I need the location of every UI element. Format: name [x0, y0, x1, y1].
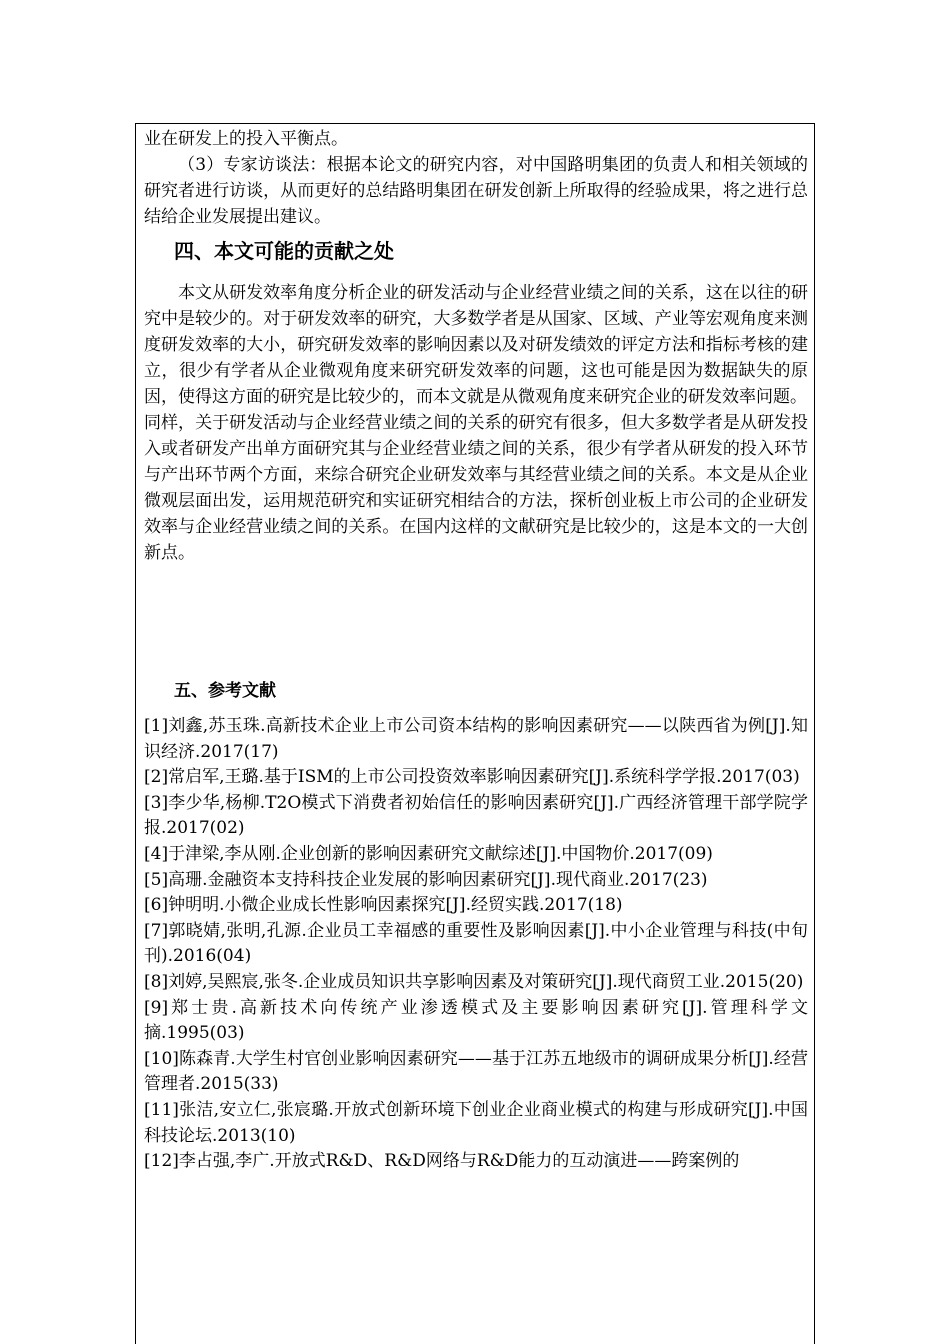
document-frame	[135, 123, 815, 1344]
reference-item: [1]刘鑫,苏玉珠.高新技术企业上市公司资本结构的影响因素研究——以陕西省为例[J].知识经济.2017(17)	[144, 716, 808, 762]
paragraph-continuation: 业在研发上的投入平衡点。	[144, 129, 348, 149]
paragraph-expert-interview: （3）专家访谈法：根据本论文的研究内容，对中国路明集团的负责人和相关领域的研究者进行访谈，从而更好的总结路明集团在研发创新上所取得的经验成果，将之进行总结给企业发展提出建议。	[144, 155, 808, 227]
reference-item: [6]钟明明.小微企业成长性影响因素探究[J].经贸实践.2017(18)	[144, 895, 623, 916]
reference-item: [7]郭晓婧,张明,孔源.企业员工幸福感的重要性及影响因素[J].中小企业管理与科技(中旬刊).2016(04)	[144, 920, 808, 967]
reference-list	[144, 714, 808, 1175]
blank-space	[144, 566, 808, 676]
reference-item: [8]刘婷,吴熙宸,张冬.企业成员知识共享影响因素及对策研究[J].现代商贸工业.2015(20)	[144, 971, 804, 992]
document-content	[144, 126, 808, 1175]
section-4-paragraph-2: 同样，关于研发活动与企业经营业绩之间的关系的研究有很多，但大多数学者是从研发投入或者研发产出单方面研究其与企业经营业绩之间的关系，很少有学者从研发的投入环节与产出环节两个方面，来综合研究企业研发效率与其经营业绩之间的关系。本文是从企业微观层面出发，运用规范研究和实证研究相结合的方法，探析创业板上市公司的企业研发效率与企业经营业绩之间的关系。在国内这样的文献研究是比较少的，这是本文的一大创新点。	[144, 413, 808, 563]
reference-item: [3]李少华,杨柳.T2O模式下消费者初始信任的影响因素研究[J].广西经济管理干部学院学报.2017(02)	[144, 792, 808, 839]
reference-item: [4]于津梁,李从刚.企业创新的影响因素研究文献综述[J].中国物价.2017(09)	[144, 843, 713, 864]
reference-item: [10]陈森青.大学生村官创业影响因素研究——基于江苏五地级市的调研成果分析[J].经营管理者.2015(33)	[144, 1048, 808, 1095]
reference-item: [12]李占强,李广.开放式R&D、R&D网络与R&D能力的互动演进——跨案例的	[144, 1151, 740, 1172]
reference-item: [5]高珊.金融资本支持科技企业发展的影响因素研究[J].现代商业.2017(23)	[144, 869, 708, 890]
section-4-paragraph-1: 本文从研发效率角度分析企业的研发活动与企业经营业绩之间的关系，这在以往的研究中是较少的。对于研发效率的研究，大多数学者是从国家、区域、产业等宏观角度来测度研发效率的大小，研究研发效率的影响因素以及对研发绩效的评定方法和指标考核的建立，很少有学者从企业微观角度来研究研发效率的问题，这也可能是因为数据缺失的原因，使得这方面的研究是比较少的，而本文就是从微观角度来研究企业的研发效率问题。	[144, 283, 808, 407]
reference-item: [9]郑士贵.高新技术向传统产业渗透模式及主要影响因素研究[J].管理科学文摘.1995(03)	[144, 997, 808, 1044]
section-5-heading: 五、参考文献	[174, 681, 276, 701]
section-4-heading: 四、本文可能的贡献之处	[174, 239, 394, 263]
reference-item: [11]张洁,安立仁,张宸璐.开放式创新环境下创业企业商业模式的构建与形成研究[J].中国科技论坛.2013(10)	[144, 1099, 808, 1146]
reference-item: [2]常启军,王璐.基于ISM的上市公司投资效率影响因素研究[J].系统科学学报.2017(03)	[144, 767, 800, 788]
